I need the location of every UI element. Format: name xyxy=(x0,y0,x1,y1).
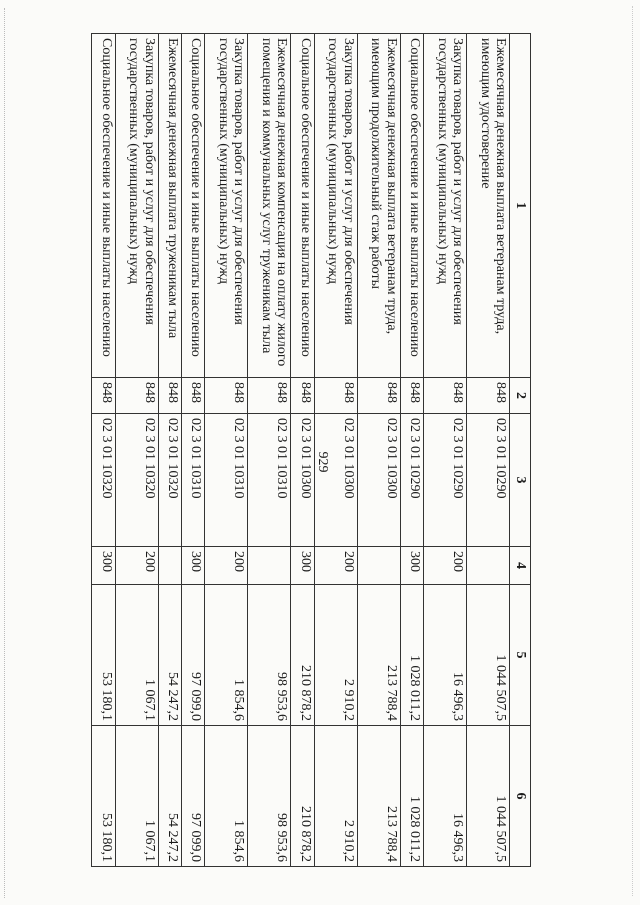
row-kvr: 200 xyxy=(424,547,467,585)
row-sum-5: 210 878,2 xyxy=(291,585,314,726)
col-header-4: 4 xyxy=(510,547,531,585)
row-sum-5: 1 067,1 xyxy=(115,585,158,726)
budget-table xyxy=(91,33,531,867)
row-name: Социальное обеспечение и иные выплаты населению xyxy=(92,34,116,378)
row-sum-6: 1 028 011,2 xyxy=(400,726,423,867)
row-code: 02 3 01 10320 xyxy=(158,414,181,547)
table-row xyxy=(467,34,510,867)
row-sum-5: 1 028 011,2 xyxy=(400,585,423,726)
row-name: Закупка товаров, работ и услуг для обеспечения государственных (муниципальных) нужд xyxy=(314,34,357,378)
row-code: 02 3 01 10290 xyxy=(424,414,467,547)
row-code: 02 3 01 10310 xyxy=(181,414,204,547)
row-sum-6: 16 496,3 xyxy=(424,726,467,867)
row-kvr xyxy=(467,547,510,585)
row-sum-6: 53 180,1 xyxy=(92,726,116,867)
row-gr: 848 xyxy=(248,378,291,414)
scan-edge-left xyxy=(4,8,7,898)
row-gr: 848 xyxy=(400,378,423,414)
row-sum-6: 2 910,2 xyxy=(314,726,357,867)
row-name: Ежемесячная денежная компенсация на оплату жилого помещения и коммунальных услуг труженикам тыла xyxy=(248,34,291,378)
row-gr: 848 xyxy=(92,378,116,414)
table-row xyxy=(357,34,400,867)
row-code: 02 3 01 10290 xyxy=(400,414,423,547)
col-header-1: 1 xyxy=(510,34,531,378)
row-gr: 848 xyxy=(158,378,181,414)
table-row xyxy=(158,34,181,867)
row-gr: 848 xyxy=(314,378,357,414)
row-code: 02 3 01 10300 xyxy=(314,414,357,547)
col-header-6: 6 xyxy=(510,726,531,867)
row-code: 02 3 01 10310 xyxy=(248,414,291,547)
row-gr: 848 xyxy=(424,378,467,414)
table-row xyxy=(424,34,467,867)
row-name: Ежемесячная денежная выплата ветеранам труда, имеющим продолжительный стаж работы xyxy=(357,34,400,378)
row-kvr xyxy=(248,547,291,585)
col-header-3: 3 xyxy=(510,414,531,547)
table-row xyxy=(400,34,423,867)
row-name: Социальное обеспечение и иные выплаты населению xyxy=(400,34,423,378)
row-sum-6: 1 067,1 xyxy=(115,726,158,867)
row-sum-6: 210 878,2 xyxy=(291,726,314,867)
row-code: 02 3 01 10320 xyxy=(115,414,158,547)
row-name: Социальное обеспечение и иные выплаты населению xyxy=(291,34,314,378)
row-sum-6: 1 044 507,5 xyxy=(467,726,510,867)
row-kvr: 300 xyxy=(291,547,314,585)
row-sum-5: 1 044 507,5 xyxy=(467,585,510,726)
table-row xyxy=(115,34,158,867)
row-name: Закупка товаров, работ и услуг для обеспечения государственных (муниципальных) нужд xyxy=(424,34,467,378)
row-kvr: 300 xyxy=(92,547,116,585)
scan-edge-right xyxy=(632,6,635,896)
table-row xyxy=(291,34,314,867)
row-sum-5: 53 180,1 xyxy=(92,585,116,726)
col-header-2: 2 xyxy=(510,378,531,414)
col-header-5: 5 xyxy=(510,585,531,726)
row-sum-6: 213 788,4 xyxy=(357,726,400,867)
row-kvr xyxy=(158,547,181,585)
row-name: Ежемесячная денежная выплата ветеранам труда, имеющим удостоверение xyxy=(467,34,510,378)
row-sum-5: 54 247,2 xyxy=(158,585,181,726)
row-name: Социальное обеспечение и иные выплаты населению xyxy=(181,34,204,378)
page-number: 929 xyxy=(315,451,330,473)
row-name: Ежемесячная денежная выплата труженикам тыла xyxy=(158,34,181,378)
rotated-budget-table xyxy=(91,33,531,866)
table-header-row xyxy=(510,34,531,867)
row-sum-5: 1 854,6 xyxy=(205,585,248,726)
row-gr: 848 xyxy=(205,378,248,414)
row-sum-5: 2 910,2 xyxy=(314,585,357,726)
row-sum-5: 97 099,0 xyxy=(181,585,204,726)
row-sum-5: 98 953,6 xyxy=(248,585,291,726)
row-kvr xyxy=(357,547,400,585)
row-kvr: 300 xyxy=(181,547,204,585)
row-name: Закупка товаров, работ и услуг для обеспечения государственных (муниципальных) нужд xyxy=(205,34,248,378)
row-code: 02 3 01 10300 xyxy=(357,414,400,547)
row-gr: 848 xyxy=(181,378,204,414)
table-row xyxy=(92,34,116,867)
row-kvr: 300 xyxy=(400,547,423,585)
row-sum-6: 98 953,6 xyxy=(248,726,291,867)
table-row xyxy=(314,34,357,867)
table-row xyxy=(181,34,204,867)
row-kvr: 200 xyxy=(115,547,158,585)
row-gr: 848 xyxy=(291,378,314,414)
row-sum-6: 97 099,0 xyxy=(181,726,204,867)
row-gr: 848 xyxy=(357,378,400,414)
row-code: 02 3 01 10290 xyxy=(467,414,510,547)
table-row xyxy=(205,34,248,867)
row-sum-5: 213 788,4 xyxy=(357,585,400,726)
table-row xyxy=(248,34,291,867)
row-sum-5: 16 496,3 xyxy=(424,585,467,726)
row-gr: 848 xyxy=(467,378,510,414)
row-sum-6: 54 247,2 xyxy=(158,726,181,867)
row-kvr: 200 xyxy=(314,547,357,585)
row-code: 02 3 01 10320 xyxy=(92,414,116,547)
row-code: 02 3 01 10300 xyxy=(291,414,314,547)
row-code: 02 3 01 10310 xyxy=(205,414,248,547)
row-kvr: 200 xyxy=(205,547,248,585)
row-sum-6: 1 854,6 xyxy=(205,726,248,867)
row-gr: 848 xyxy=(115,378,158,414)
row-name: Закупка товаров, работ и услуг для обеспечения государственных (муниципальных) нужд xyxy=(115,34,158,378)
